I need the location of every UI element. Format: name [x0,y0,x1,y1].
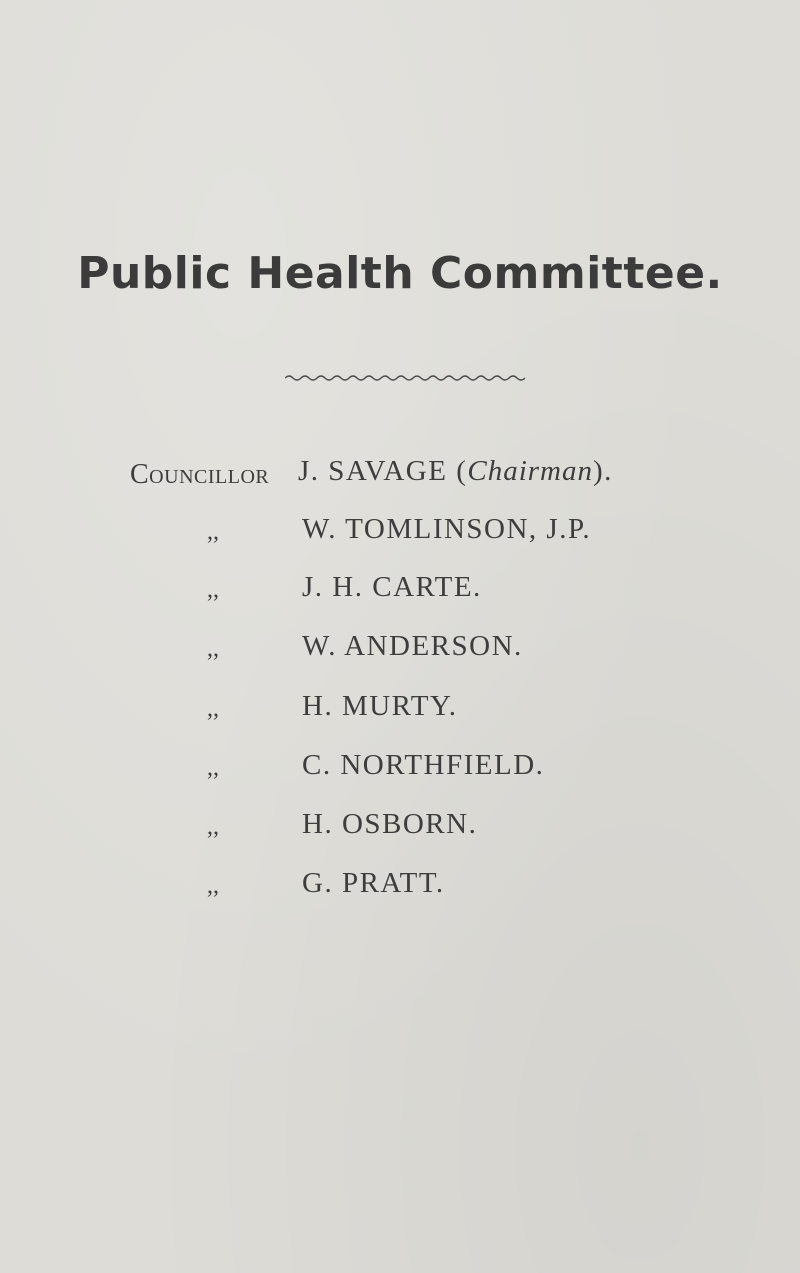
member-name: W. TOMLINSON, J.P. [302,513,592,545]
ditto-mark: ,, [207,873,219,899]
member-name: C. NORTHFIELD. [302,749,545,781]
member-row [0,630,800,670]
decorative-wavy-rule [285,370,527,384]
ditto-mark: ,, [207,519,219,545]
member-row [0,690,800,730]
member-name-line [298,455,613,488]
member-name: H. MURTY. [302,690,458,722]
member-row [0,455,800,495]
ditto-mark: ,, [207,636,219,662]
member-row [0,808,800,848]
ditto-mark: ,, [207,814,219,840]
note-open-paren: ( [456,455,468,487]
ditto-mark: ,, [207,577,219,603]
chairman-note: Chairman [467,455,593,487]
member-row [0,571,800,611]
member-name: G. PRATT. [302,867,445,899]
page-title: Public Health Committee. [77,248,723,299]
member-title: Councillor [130,459,270,490]
member-row [0,867,800,907]
member-name: J. H. CARTE. [302,571,482,603]
ditto-mark: ,, [207,755,219,781]
note-close-paren: ). [593,455,613,487]
member-name: W. ANDERSON. [302,630,523,662]
member-name: H. OSBORN. [302,808,478,840]
member-name: J. SAVAGE [298,455,448,487]
ditto-mark: ,, [207,696,219,722]
member-row [0,749,800,789]
member-row [0,513,800,553]
